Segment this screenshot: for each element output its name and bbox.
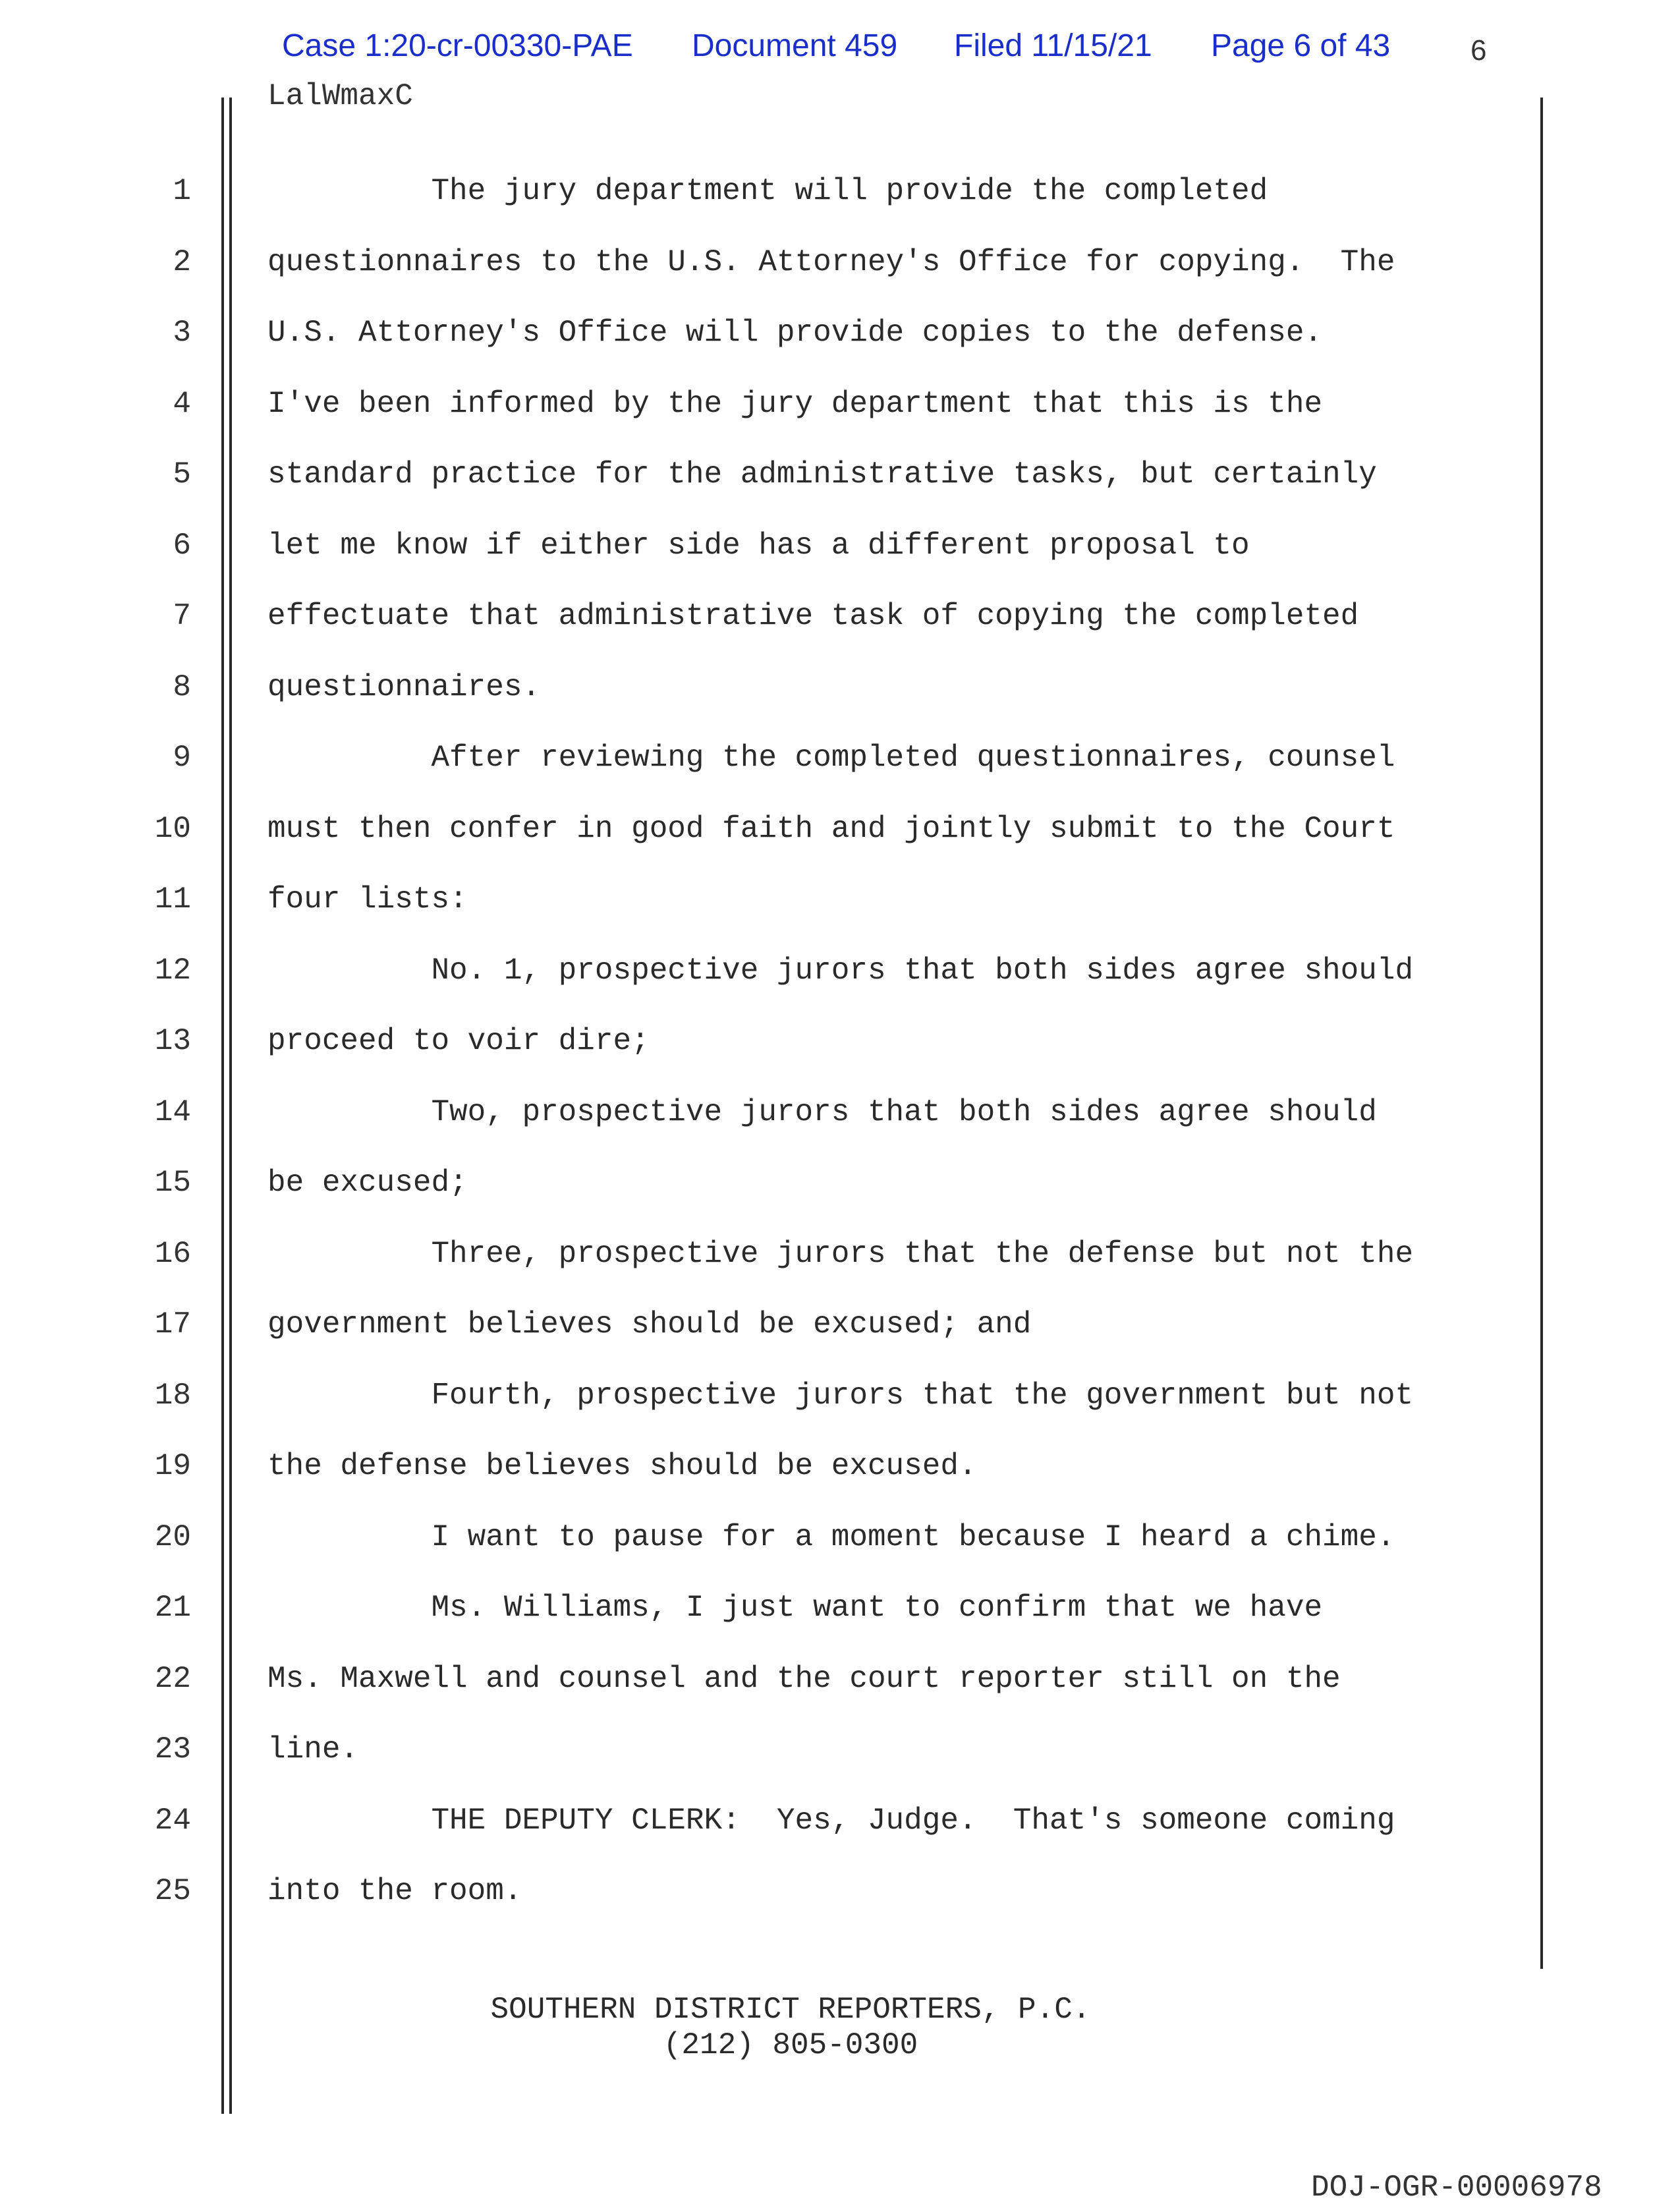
left-margin-rule-inner bbox=[229, 98, 232, 2114]
line-number: 15 bbox=[154, 1166, 191, 1200]
left-margin-rule-outer bbox=[221, 98, 224, 2114]
transcript-line: questionnaires. bbox=[267, 670, 541, 704]
line-number: 24 bbox=[154, 1803, 191, 1838]
transcript-line: Three, prospective jurors that the defense but not the bbox=[267, 1237, 1414, 1271]
line-number: 22 bbox=[154, 1662, 191, 1696]
line-number: 12 bbox=[154, 953, 191, 988]
transcript-line: Ms. Williams, I just want to confirm that we have bbox=[267, 1591, 1323, 1625]
transcript-line: No. 1, prospective jurors that both sides agree should bbox=[267, 953, 1414, 988]
line-number: 23 bbox=[154, 1732, 191, 1767]
line-number: 21 bbox=[154, 1591, 191, 1625]
line-number: 18 bbox=[154, 1378, 191, 1413]
transcript-line: must then confer in good faith and jointly submit to the Court bbox=[267, 812, 1395, 846]
transcript-line: Ms. Maxwell and counsel and the court reporter still on the bbox=[267, 1662, 1341, 1696]
line-number: 1 bbox=[173, 174, 191, 208]
reporter-name: SOUTHERN DISTRICT REPORTERS, P.C. bbox=[490, 1993, 1091, 2027]
transcript-line: The jury department will provide the completed bbox=[267, 174, 1268, 208]
transcript-line: proceed to voir dire; bbox=[267, 1024, 650, 1058]
transcript-line: line. bbox=[267, 1732, 359, 1767]
transcript-line: Two, prospective jurors that both sides agree should bbox=[267, 1095, 1377, 1129]
line-number: 14 bbox=[154, 1095, 191, 1129]
transcript-line: effectuate that administrative task of copying the completed bbox=[267, 599, 1359, 633]
page-indicator: Page 6 of 43 bbox=[1211, 28, 1391, 63]
right-margin-rule bbox=[1540, 98, 1543, 1969]
line-number: 8 bbox=[173, 670, 191, 704]
case-number: Case 1:20-cr-00330-PAE bbox=[282, 28, 633, 63]
line-number: 19 bbox=[154, 1449, 191, 1483]
transcript-line: let me know if either side has a different proposal to bbox=[267, 528, 1250, 563]
line-number: 5 bbox=[173, 457, 191, 492]
line-number: 4 bbox=[173, 387, 191, 421]
line-number: 25 bbox=[154, 1874, 191, 1908]
transcript-line: I want to pause for a moment because I heard a chime. bbox=[267, 1520, 1395, 1554]
filed-date: Filed 11/15/21 bbox=[954, 28, 1152, 63]
transcript-line: four lists: bbox=[267, 882, 468, 917]
page-number: 6 bbox=[1470, 34, 1487, 67]
line-number: 16 bbox=[154, 1237, 191, 1271]
transcript-id: LalWmaxC bbox=[267, 79, 413, 113]
transcript-line: government believes should be excused; and bbox=[267, 1307, 1032, 1342]
line-number: 7 bbox=[173, 599, 191, 633]
line-number: 3 bbox=[173, 316, 191, 350]
line-number: 10 bbox=[154, 812, 191, 846]
transcript-line: standard practice for the administrative tasks, but certainly bbox=[267, 457, 1377, 492]
document-number: Document 459 bbox=[692, 28, 898, 63]
transcript-line: THE DEPUTY CLERK: Yes, Judge. That's someone coming bbox=[267, 1803, 1395, 1838]
line-number: 20 bbox=[154, 1520, 191, 1554]
line-number: 17 bbox=[154, 1307, 191, 1342]
transcript-line: questionnaires to the U.S. Attorney's Office for copying. The bbox=[267, 245, 1395, 279]
line-number: 2 bbox=[173, 245, 191, 279]
line-number: 11 bbox=[154, 882, 191, 917]
reporter-phone: (212) 805-0300 bbox=[663, 2028, 918, 2062]
transcript-line: the defense believes should be excused. bbox=[267, 1449, 977, 1483]
line-number: 6 bbox=[173, 528, 191, 563]
transcript-line: After reviewing the completed questionnaires, counsel bbox=[267, 741, 1395, 775]
bates-number: DOJ-OGR-00006978 bbox=[1311, 2170, 1602, 2205]
transcript-line: Fourth, prospective jurors that the government but not bbox=[267, 1378, 1414, 1413]
transcript-line: into the room. bbox=[267, 1874, 522, 1908]
transcript-line: be excused; bbox=[267, 1166, 468, 1200]
line-number: 13 bbox=[154, 1024, 191, 1058]
transcript-line: I've been informed by the jury department that this is the bbox=[267, 387, 1323, 421]
transcript-line: U.S. Attorney's Office will provide copies to the defense. bbox=[267, 316, 1323, 350]
line-number: 9 bbox=[173, 741, 191, 775]
